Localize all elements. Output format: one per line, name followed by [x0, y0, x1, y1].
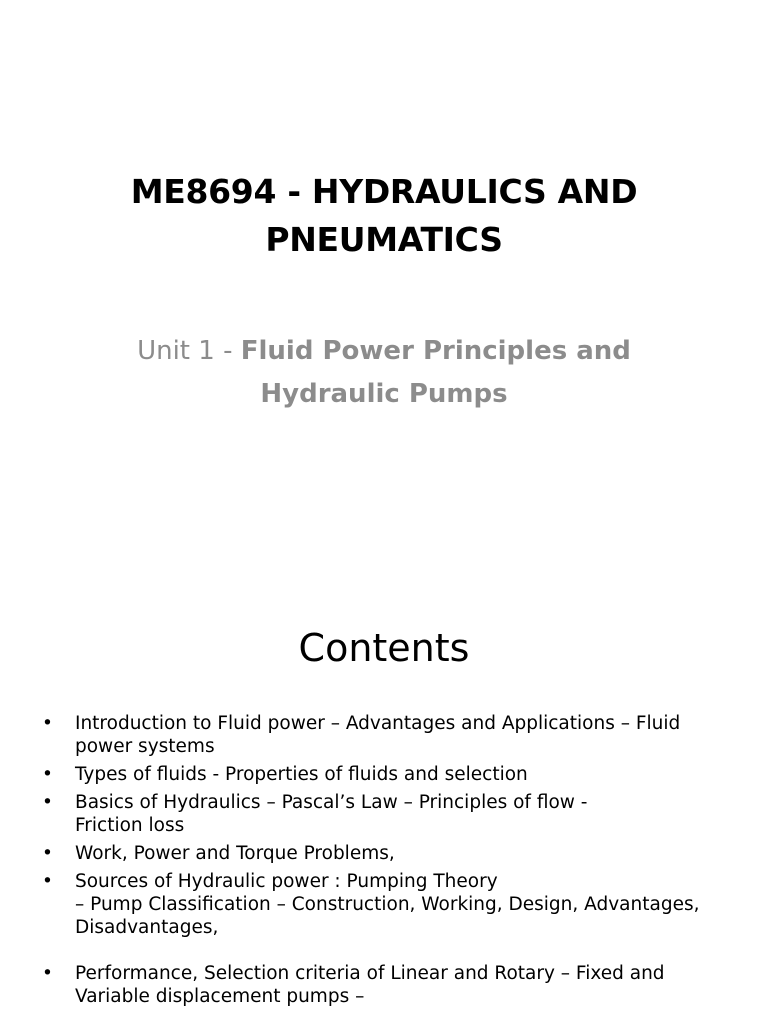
- list-item-line: Types of fluids - Properties of fluids and selection: [75, 764, 528, 785]
- slide-title-line-2: PNEUMATICS: [265, 220, 503, 259]
- list-item-line: power systems: [75, 736, 215, 757]
- list-item-line: Sources of Hydraulic power : Pumping Theory: [75, 871, 498, 892]
- list-item: [40, 842, 740, 865]
- list-item: [40, 791, 740, 837]
- list-item: [40, 870, 740, 939]
- list-item-line: Friction loss: [75, 815, 185, 836]
- bullet-icon: •: [42, 963, 53, 984]
- list-item-line: Performance, Selection criteria of Linear and Rotary – Fixed and: [75, 963, 665, 984]
- list-item-line: Work, Power and Torque Problems,: [75, 843, 395, 864]
- list-item: [40, 962, 740, 1008]
- list-item-line: Disadvantages,: [75, 917, 219, 938]
- bullet-icon: •: [42, 843, 53, 864]
- bullet-icon: •: [42, 764, 53, 785]
- bullet-icon: •: [42, 713, 53, 734]
- list-item: [40, 712, 740, 758]
- subtitle-topic-line-2: Hydraulic Pumps: [260, 379, 508, 409]
- list-item-line: – Pump Classification – Construction, Working, Design, Advantages,: [75, 894, 700, 915]
- bullet-icon: •: [42, 792, 53, 813]
- slide-title: [60, 168, 708, 264]
- bullet-icon: •: [42, 871, 53, 892]
- contents-heading: Contents: [298, 626, 470, 670]
- subtitle-topic-line-1: Fluid Power Principles and: [240, 336, 631, 366]
- subtitle-prefix: Unit 1 -: [137, 336, 241, 366]
- list-item-line: Introduction to Fluid power – Advantages and Applications – Fluid: [75, 713, 681, 734]
- slide-subtitle: [90, 330, 678, 416]
- list-item: [40, 763, 740, 786]
- list-item-line: Basics of Hydraulics – Pascal’s Law – Principles of flow -: [75, 792, 588, 813]
- list-item-line: Variable displacement pumps –: [75, 986, 365, 1007]
- contents-list: [40, 712, 740, 1013]
- slide-title-line-1: ME8694 - HYDRAULICS AND: [130, 172, 638, 211]
